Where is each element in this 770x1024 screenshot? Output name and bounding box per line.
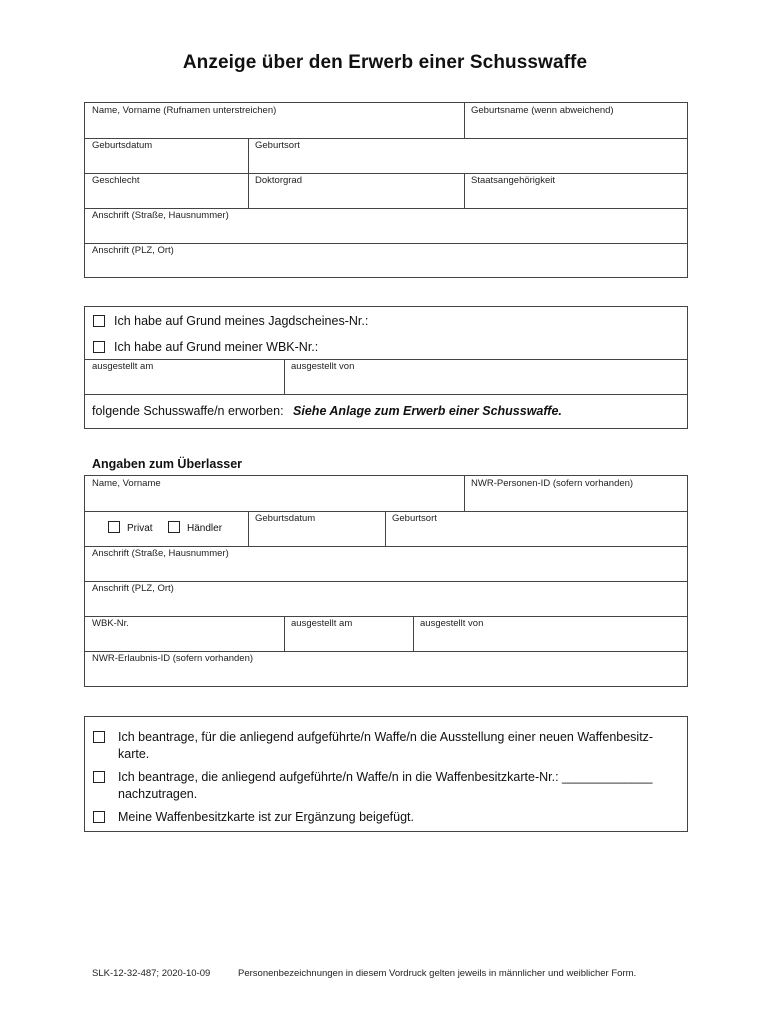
wbk-checkbox[interactable] — [93, 341, 105, 353]
private-label: Privat — [127, 523, 153, 534]
doctor-title-field[interactable]: Doktorgrad — [255, 175, 302, 186]
personal-data-section — [84, 102, 688, 278]
acquisition-section — [84, 306, 688, 429]
form-code: SLK-12-32-487; 2020-10-09 — [92, 968, 211, 979]
transferor-nwr-person-id-field[interactable]: NWR-Personen-ID (sofern vorhanden) — [471, 478, 634, 489]
dealer-label: Händler — [187, 523, 223, 534]
private-checkbox[interactable] — [108, 521, 120, 533]
dealer-checkbox[interactable] — [168, 521, 180, 533]
gender-field[interactable]: Geschlecht — [92, 175, 140, 186]
card-attached-label: Meine Waffenbesitzkarte ist zur Ergänzung beigefügt. — [118, 810, 414, 824]
transferor-wbk-nr-field[interactable]: WBK-Nr. — [92, 618, 129, 629]
address-city-field[interactable]: Anschrift (PLZ, Ort) — [92, 245, 174, 256]
nationality-field[interactable]: Staatsangehörigkeit — [471, 175, 555, 186]
transferor-heading: Angaben zum Überlasser — [92, 457, 243, 471]
weapons-attachment-reference: Siehe Anlage zum Erwerb einer Schusswaffe. — [293, 404, 562, 418]
transferor-birth-date-field[interactable]: Geburtsdatum — [255, 513, 316, 524]
transferor-name-field[interactable]: Name, Vorname — [92, 478, 161, 489]
form-title: Anzeige über den Erwerb einer Schusswaffe — [182, 52, 588, 73]
hunting-license-option[interactable] — [93, 314, 368, 328]
card-attached-option[interactable] — [93, 809, 673, 826]
private-option[interactable] — [108, 521, 153, 534]
wbk-label: Ich habe auf Grund meiner WBK-Nr.: — [114, 340, 319, 354]
new-card-label: Ich beantrage, für die anliegend aufgeführte/n Waffe/n die Ausstellung einer neuen Waffenbesitz-karte. — [118, 730, 654, 761]
birth-name-field[interactable]: Geburtsname (wenn abweichend) — [471, 105, 614, 116]
birth-place-field[interactable]: Geburtsort — [255, 140, 300, 151]
transferor-nwr-permit-id-field[interactable]: NWR-Erlaubnis-ID (sofern vorhanden) — [92, 653, 254, 664]
birth-date-field[interactable]: Geburtsdatum — [92, 140, 153, 151]
dealer-option[interactable] — [168, 521, 222, 534]
gender-note: Personenbezeichnungen in diesem Vordruck gelten jeweils in männlicher und weiblicher Form. — [238, 968, 637, 979]
issued-on-field[interactable]: ausgestellt am — [92, 361, 154, 372]
transferor-section — [84, 475, 688, 687]
add-to-card-request[interactable] — [93, 769, 673, 803]
wbk-option[interactable] — [93, 340, 318, 354]
issued-by-field[interactable]: ausgestellt von — [291, 361, 355, 372]
weapons-acquired-line — [92, 404, 562, 418]
transferor-address-street-field[interactable]: Anschrift (Straße, Hausnummer) — [92, 548, 229, 559]
weapons-acquired-prefix: folgende Schusswaffe/n erworben: — [92, 404, 284, 418]
new-card-checkbox[interactable] — [93, 731, 105, 743]
add-to-card-label: Ich beantrage, die anliegend aufgeführte/n Waffe/n in die Waffenbesitzkarte-Nr.: _____________ nachzutragen. — [118, 770, 653, 801]
name-field[interactable]: Name, Vorname (Rufnamen unterstreichen) — [92, 105, 277, 116]
new-card-request[interactable] — [93, 729, 673, 763]
requests-section — [84, 716, 688, 832]
card-attached-checkbox[interactable] — [93, 811, 105, 823]
address-street-field[interactable]: Anschrift (Straße, Hausnummer) — [92, 210, 229, 221]
transferor-issued-on-field[interactable]: ausgestellt am — [291, 618, 353, 629]
hunting-license-checkbox[interactable] — [93, 315, 105, 327]
hunting-license-label: Ich habe auf Grund meines Jagdscheines-Nr.: — [114, 314, 369, 328]
transferor-issued-by-field[interactable]: ausgestellt von — [420, 618, 484, 629]
transferor-birth-place-field[interactable]: Geburtsort — [392, 513, 437, 524]
add-to-card-checkbox[interactable] — [93, 771, 105, 783]
transferor-address-city-field[interactable]: Anschrift (PLZ, Ort) — [92, 583, 174, 594]
